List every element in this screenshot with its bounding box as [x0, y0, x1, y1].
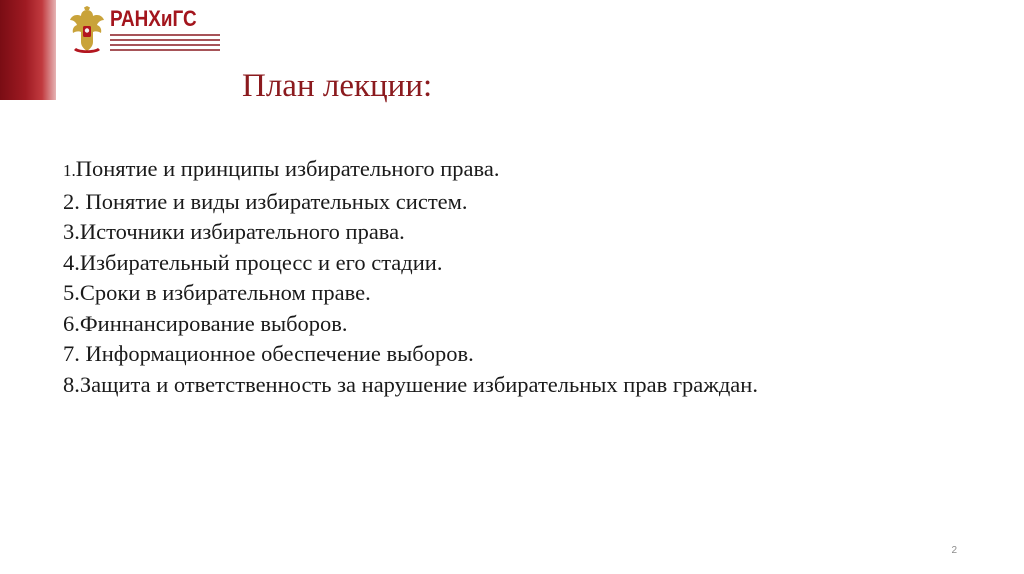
item-text: Защита и ответственность за нарушение избирательных прав граждан.: [79, 371, 758, 397]
item-text: Избирательный процесс и его стадии.: [79, 249, 443, 275]
item-number: 1.: [63, 161, 76, 180]
item-number: 2.: [63, 188, 80, 214]
item-text: Понятие и принципы избирательного права.: [75, 156, 500, 181]
accent-bar: [0, 0, 56, 100]
logo-name: РАНХиГС: [110, 6, 197, 31]
list-item: [63, 278, 1003, 309]
list-item: [63, 187, 1003, 218]
item-text: Сроки в избирательном праве.: [79, 280, 371, 305]
list-item: [63, 248, 1003, 279]
item-text: Финнансирование выборов.: [79, 310, 348, 336]
item-number: 4.: [63, 249, 80, 275]
item-text: Информационное обеспечение выборов.: [79, 341, 474, 366]
double-eagle-emblem-icon: [68, 6, 106, 56]
lecture-plan-list: [63, 154, 1003, 400]
item-number: 6.: [63, 310, 80, 336]
slide-title: План лекции:: [242, 68, 433, 104]
item-number: 5.: [63, 280, 80, 305]
list-item: [63, 339, 1003, 370]
item-text: Источники избирательного права.: [79, 219, 405, 244]
page-number: 2: [951, 545, 957, 556]
item-number: 7.: [63, 341, 80, 366]
list-item: [63, 217, 1003, 248]
item-number: 8.: [63, 371, 80, 397]
list-item: [63, 154, 1003, 187]
list-item: [63, 309, 1003, 340]
logo-caption: [110, 34, 220, 54]
logo: [68, 6, 218, 56]
item-text: Понятие и виды избирательных систем.: [79, 188, 468, 214]
list-item: [63, 370, 1003, 401]
item-number: 3.: [63, 219, 80, 244]
